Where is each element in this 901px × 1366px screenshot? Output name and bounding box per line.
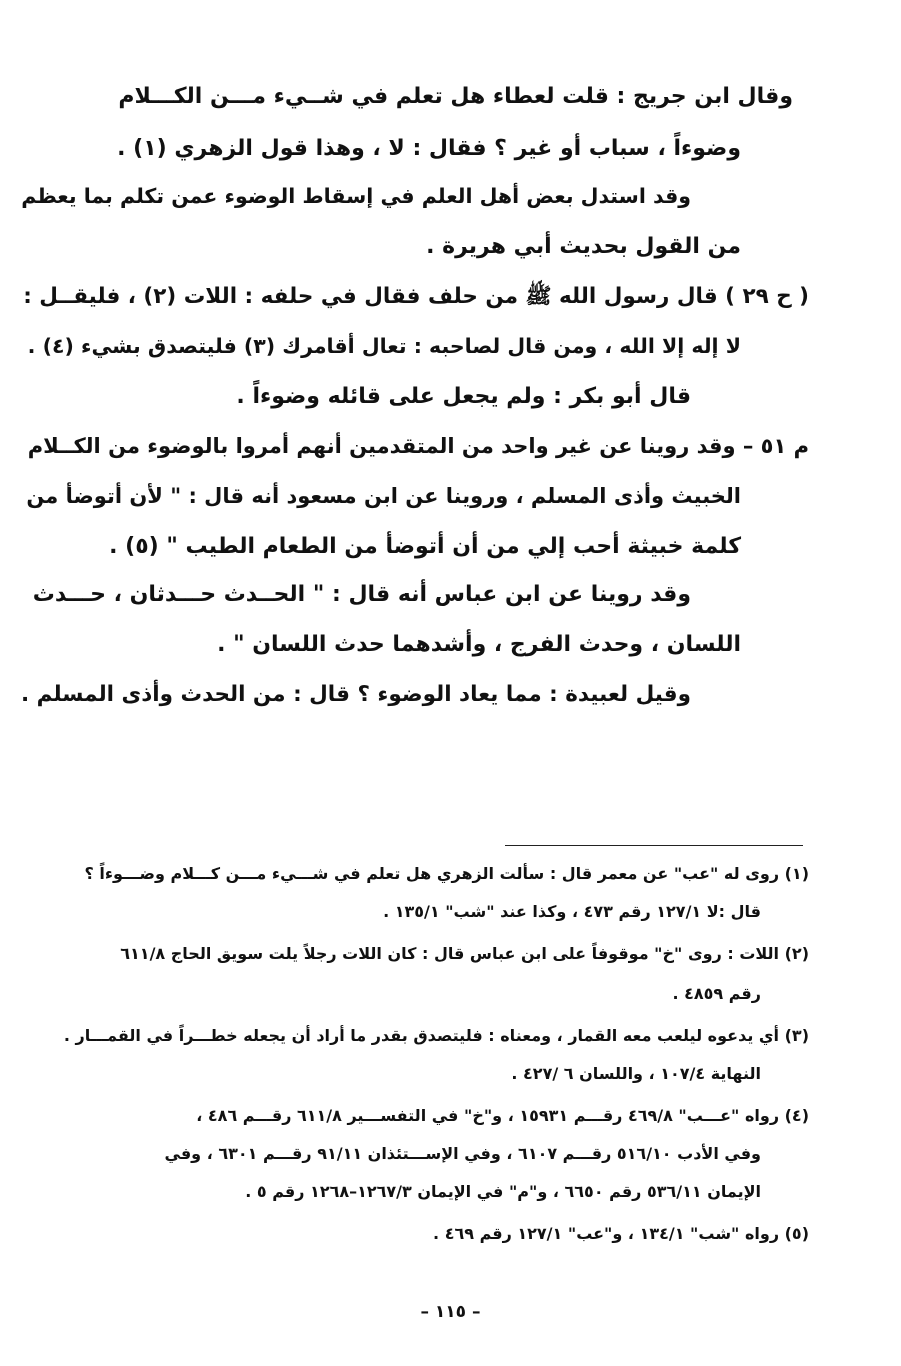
footnote-2-line-1: (٢) اللات : روى "خ" موقوفاً على ابن عباس قال : كان اللات رجلاً يلت سويق الحاج ٦١١/٨ [120, 944, 809, 963]
footnote-1-line-2: قال :لا ١٢٧/١ رقم ٤٧٣ ، وكذا عند "شب" ١٣٥/١ . [383, 902, 761, 921]
body-line-6: لا إله إلا الله ، ومن قال لصاحبه : تعال أقامرك (٣) فليتصدق بشيء (٤) . [27, 334, 741, 358]
body-line-12: اللسان ، وحدث الفرج ، وأشدهما حدث اللسان " . [217, 632, 741, 657]
body-line-3: وقد استدل بعض أهل العلم في إسقاط الوضوء عمن تكلم بما يعظم [21, 184, 691, 208]
body-line-13: وقيل لعبيدة : مما يعاد الوضوء ؟ قال : من الحدث وأذى المسلم . [21, 682, 691, 707]
body-line-11: وقد روينا عن ابن عباس أنه قال : " الحــدث حـــدثان ، حـــدث [32, 582, 691, 607]
body-line-8: م ٥١ – وقد روينا عن غير واحد من المتقدمين أنهم أمروا بالوضوء من الكــلام [27, 434, 809, 458]
body-line-4: من القول بحديث أبي هريرة . [426, 234, 741, 259]
footnote-divider [505, 845, 803, 846]
footnote-2-line-2: رقم ٤٨٥٩ . [672, 984, 761, 1003]
footnote-4-line-2: وفي الأدب ٥١٦/١٠ رقـــم ٦١٠٧ ، وفي الإســـتئذان ٩١/١١ رقـــم ٦٣٠١ ، وفي [164, 1144, 761, 1163]
body-line-1: وقال ابن جريج : قلت لعطاء هل تعلم في شــيء مـــن الكـــلام [118, 84, 793, 109]
body-line-5: ( ح ٢٩ ) قال رسول الله ﷺ من حلف فقال في حلفه : اللات (٢) ، فليقــل : [23, 284, 809, 309]
footnote-1-line-1: (١) روى له "عب" عن معمر قال : سألت الزهري هل تعلم في شـــيء مـــن كـــلام وضـــوءاً ؟ [84, 864, 809, 883]
footnote-4-line-1: (٤) رواه "عـــب" ٤٦٩/٨ رقـــم ١٥٩٣١ ، و"خ" في التفســـير ٦١١/٨ رقـــم ٤٨٦ ، [196, 1106, 809, 1125]
footnote-3-line-2: النهاية ١٠٧/٤ ، واللسان ٦ /٤٢٧ . [511, 1064, 761, 1083]
body-line-7: قال أبو بكر : ولم يجعل على قائله وضوءاً . [236, 384, 691, 409]
footnote-5-line-1: (٥) رواه "شب" ١٣٤/١ ، و"عب" ١٢٧/١ رقم ٤٦٩ . [433, 1224, 809, 1243]
footnote-4-line-3: الإيمان ٥٣٦/١١ رقم ٦٦٥٠ ، و"م" في الإيمان ١٢٦٧/٣–١٢٦٨ رقم ٥ . [245, 1182, 761, 1201]
body-line-9: الخبيث وأذى المسلم ، وروينا عن ابن مسعود أنه قال : " لأن أتوضأ من [26, 484, 741, 508]
footnote-3-line-1: (٣) أي يدعوه ليلعب معه القمار ، ومعناه : فليتصدق بقدر ما أراد أن يجعله خطـــراً في القمـــار . [63, 1026, 809, 1045]
body-line-2: وضوءاً ، سباب أو غير ؟ فقال : لا ، وهذا قول الزهري (١) . [117, 136, 741, 161]
page-number: – ١١٥ – [420, 1302, 481, 1322]
body-line-10: كلمة خبيثة أحب إلي من أن أتوضأ من الطعام الطيب " (٥) . [109, 534, 741, 559]
